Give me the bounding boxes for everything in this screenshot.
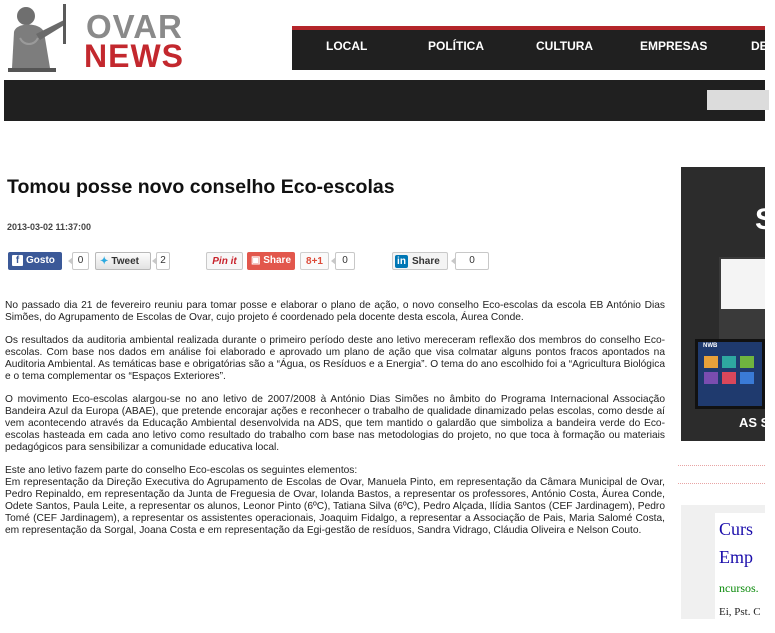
main-navigation	[292, 26, 768, 70]
twitter-bird-icon: ✦	[100, 256, 109, 267]
logo-text-news: NEWS	[84, 38, 184, 74]
article-paragraph: O movimento Eco-escolas alargou-se no ano letivo de 2007/2008 à António Dias Simões no âmbito do Programa Internacional Associação Bandeira Azul da Europa (ABAE), que pretende encorajar ações e reconhecer o trabalho de qualidade dinamizado pelas escolas, como desde aí vem acontecendo através da Educação Ambiental desenvolvida na ADS, que tem mantido o galardão que simboliza a bandeira verde do Eco-escolas hasteada em cada ano letivo como resultado do trabalho com base nas metodologias do projeto, no que toca à formação ou materiais pedagógicos para sensibilizar a comunidade educativa local.	[5, 394, 665, 453]
ad-tile	[722, 372, 736, 384]
twitter-count: 2	[156, 252, 170, 270]
ad-caption: AS S	[739, 415, 770, 430]
sidebar-divider	[678, 483, 765, 484]
article-body	[5, 300, 665, 548]
pinterest-pin-button[interactable]: Pin it	[206, 252, 243, 270]
article-title: Tomou posse novo conselho Eco-escolas	[7, 176, 395, 198]
sidebar-ad-banner[interactable]	[681, 167, 775, 441]
text-ad-title-line1[interactable]: Curs	[719, 519, 754, 539]
ad-tile	[704, 356, 718, 368]
google-plus-count: 0	[335, 252, 355, 270]
linkedin-count: 0	[455, 252, 489, 270]
ad-headline-letter: S	[755, 203, 775, 236]
text-ad-description: Ei, Pst. C	[719, 606, 761, 618]
article-paragraph: Os resultados da auditoria ambiental realizada durante o primeiro período deste ano letivo mereceram reflexão dos membros do conselho Eco-escolas. Com base nos dados em análise foi elaborado e aprovado um plano de ação que visa colmatar alguns pontos fracos apontados na Auditoria Ambiental. As temáticas base e obrigatórias são a “Água, os Resíduos e a Energia”. O tema do ano escolhido foi a “Agricultura Biológica e o tema complementar os “Espaços Exteriores”.	[5, 335, 665, 382]
ad-tile	[704, 372, 718, 384]
article-paragraph: No passado dia 21 de fevereiro reuniu para tomar posse e elaborar o plano de ação, o novo conselho Eco-escolas da escola EB António Dias Simões, do Agrupamento de Escolas de Ovar, cujo projeto é coordenado pela docente desta escola, Áurea Conde.	[5, 300, 665, 323]
facebook-count: 0	[72, 252, 89, 270]
article-paragraph: Em representação da Direção Executiva do Agrupamento de Escolas de Ovar, Manuela Pinto, em representação da Câmara Municipal de Ovar, Pedro Repinaldo, em representação da Junta de Freguesia de Ovar, Iolanda Bastos, a representar os professores, António Costa, Áurea Conde, Odete Santos, Paula Leite, a representar os alunos, Leonor Pinto (6ºC), Tatiana Silva (6ºC), Pedro Alçada, Ilídia Santos (CEF Jardinagem), Pedro Tomé (CEF Jardinagem), a representar os assistentes operacionais, Joaquim Fidalgo, a representar a Associação de Pais, Maria Salomé Costa, em representação da Sorgal, Joana Costa e em representação da Egi-gestão de resíduos, Sandra Vidrago, Cláudia Oliveira e Nelson Couto.	[5, 477, 665, 536]
share-plus-button[interactable]	[247, 252, 295, 270]
sidebar-text-ad[interactable]	[681, 505, 765, 619]
secondary-bar	[4, 80, 765, 121]
ad-tablet-image	[695, 339, 765, 409]
sidebar-divider	[678, 465, 765, 466]
statue-figure-icon	[6, 2, 78, 72]
nav-item-de[interactable]: DE	[751, 39, 768, 53]
twitter-tweet-button[interactable]	[95, 252, 151, 270]
site-logo[interactable]	[6, 2, 184, 74]
facebook-like-label: Gosto	[26, 255, 55, 266]
article-date: 2013-03-02 11:37:00	[7, 222, 92, 232]
text-ad-url[interactable]: ncursos.	[719, 581, 759, 595]
tweet-label: Tweet	[111, 256, 139, 267]
facebook-icon: f	[12, 255, 23, 266]
ad-tablet-brand: NWB	[703, 343, 718, 349]
linkedin-icon: in	[395, 255, 408, 268]
ad-tile	[740, 372, 754, 384]
ad-tile	[740, 356, 754, 368]
share-plus-label: Share	[263, 255, 292, 266]
nav-item-cultura[interactable]: CULTURA	[536, 39, 594, 53]
google-plus-button[interactable]: 8+1	[300, 252, 329, 270]
nav-item-politica[interactable]: POLÍTICA	[428, 39, 484, 53]
search-input[interactable]	[707, 90, 769, 110]
text-ad-title-line2[interactable]: Emp	[719, 547, 753, 567]
linkedin-share-label: Share	[412, 256, 440, 267]
ad-screen-panel	[721, 259, 765, 309]
ad-tile	[722, 356, 736, 368]
linkedin-share-button[interactable]	[392, 252, 448, 270]
plus-icon: ▣	[250, 255, 264, 266]
article-paragraph: Este ano letivo fazem parte do conselho Eco-escolas os seguintes elementos:	[5, 465, 358, 476]
facebook-like-button[interactable]	[8, 252, 62, 270]
nav-item-local[interactable]: LOCAL	[326, 39, 368, 53]
logo-text-ovar: OVAR	[86, 8, 183, 45]
nav-item-empresas[interactable]: EMPRESAS	[640, 39, 708, 53]
